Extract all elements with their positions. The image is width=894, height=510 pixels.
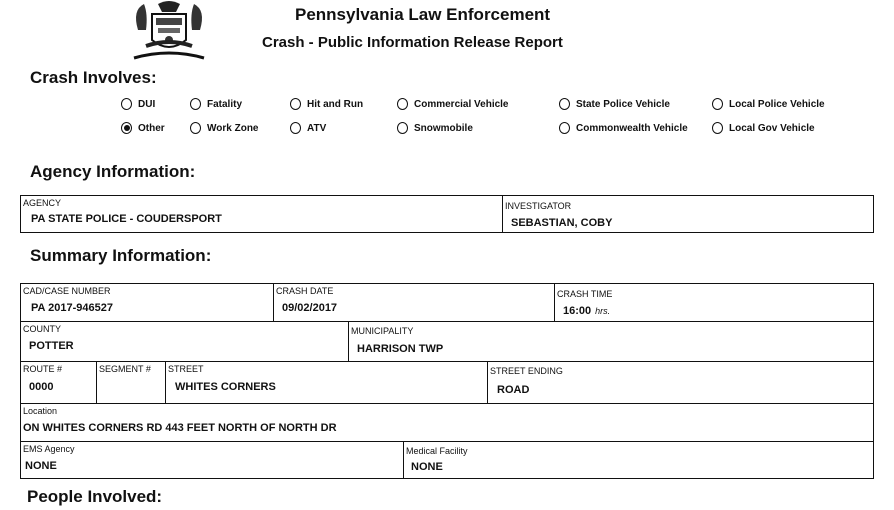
radio-label: Commonwealth Vehicle [576, 122, 688, 134]
radio-icon [712, 122, 723, 134]
radio-commonwealth-vehicle[interactable] [559, 122, 688, 134]
radio-icon [712, 98, 723, 110]
municipality-value: HARRISON TWP [357, 343, 444, 355]
radio-fatality[interactable] [190, 98, 242, 110]
radio-label: Local Gov Vehicle [729, 122, 815, 134]
radio-label: Fatality [207, 98, 243, 110]
summary-row-route [21, 362, 873, 404]
radio-hit-and-run[interactable] [290, 98, 363, 110]
date-label: CRASH DATE [276, 286, 334, 296]
ems-label: EMS Agency [23, 444, 75, 454]
radio-local-police-vehicle[interactable] [712, 98, 825, 110]
radio-selected-icon [121, 122, 132, 134]
summary-table [20, 283, 874, 479]
investigator-value: SEBASTIAN, COBY [511, 217, 613, 229]
radio-atv[interactable] [290, 122, 326, 134]
medical-value: NONE [411, 461, 443, 473]
agency-label: AGENCY [23, 198, 62, 208]
radio-label: Local Police Vehicle [729, 98, 825, 110]
case-label: CAD/CASE NUMBER [23, 286, 111, 296]
time-label: CRASH TIME [557, 289, 613, 299]
radio-icon [190, 122, 201, 134]
municipality-label: MUNICIPALITY [351, 326, 414, 336]
summary-heading: Summary Information: [30, 246, 212, 265]
page-title: Pennsylvania Law Enforcement [295, 5, 551, 24]
street-ending-label: STREET ENDING [490, 366, 563, 376]
agency-cell [21, 196, 503, 232]
radio-label: ATV [307, 122, 327, 134]
radio-label: Snowmobile [414, 122, 473, 134]
agency-value: PA STATE POLICE - COUDERSPORT [31, 213, 222, 225]
ems-value: NONE [25, 460, 57, 472]
location-value: ON WHITES CORNERS RD 443 FEET NORTH OF NORTH DR [23, 422, 337, 434]
radio-icon [397, 98, 408, 110]
route-cell [21, 362, 97, 403]
radio-state-police-vehicle[interactable] [559, 98, 670, 110]
people-heading: People Involved: [27, 487, 163, 506]
summary-row-location [21, 404, 873, 442]
agency-heading: Agency Information: [30, 162, 196, 181]
county-label: COUNTY [23, 324, 61, 334]
street-value: WHITES CORNERS [175, 381, 276, 393]
pennsylvania-seal-icon [128, 0, 210, 60]
radio-dui[interactable] [121, 98, 155, 110]
segment-cell [97, 362, 166, 403]
radio-label: Work Zone [207, 122, 259, 134]
radio-icon [290, 122, 301, 134]
case-value: PA 2017-946527 [31, 302, 113, 314]
radio-icon [397, 122, 408, 134]
radio-icon [559, 122, 570, 134]
ems-cell [21, 442, 404, 479]
street-ending-value: ROAD [497, 384, 530, 396]
county-cell [21, 322, 349, 361]
radio-commercial-vehicle[interactable] [397, 98, 509, 110]
radio-local-gov-vehicle[interactable] [712, 122, 815, 134]
summary-row-ems [21, 442, 873, 479]
case-cell [21, 284, 274, 321]
radio-snowmobile[interactable] [397, 122, 473, 134]
street-label: STREET [168, 364, 204, 374]
radio-other[interactable] [121, 122, 165, 134]
radio-icon [190, 98, 201, 110]
radio-label: Hit and Run [307, 98, 364, 110]
route-label: ROUTE # [23, 364, 63, 374]
radio-icon [290, 98, 301, 110]
medical-label: Medical Facility [406, 446, 468, 456]
radio-label: State Police Vehicle [576, 98, 670, 110]
radio-icon [121, 98, 132, 110]
segment-label: SEGMENT # [99, 364, 151, 374]
route-value: 0000 [29, 381, 54, 393]
street-cell [166, 362, 488, 403]
investigator-label: INVESTIGATOR [505, 201, 572, 211]
summary-row-case [21, 284, 873, 322]
date-value: 09/02/2017 [282, 302, 338, 314]
location-label: Location [23, 406, 58, 416]
radio-label: Other [138, 122, 165, 134]
summary-row-county [21, 322, 873, 362]
county-value: POTTER [29, 340, 74, 352]
radio-label: Commercial Vehicle [414, 98, 509, 110]
radio-label: DUI [138, 98, 156, 110]
date-cell [274, 284, 555, 321]
time-value: 16:00 hrs. [563, 305, 611, 317]
page-subtitle: Crash - Public Information Release Report [262, 34, 563, 51]
agency-table [20, 195, 874, 233]
crash-involves-heading: Crash Involves: [30, 68, 157, 87]
radio-work-zone[interactable] [190, 122, 258, 134]
radio-icon [559, 98, 570, 110]
